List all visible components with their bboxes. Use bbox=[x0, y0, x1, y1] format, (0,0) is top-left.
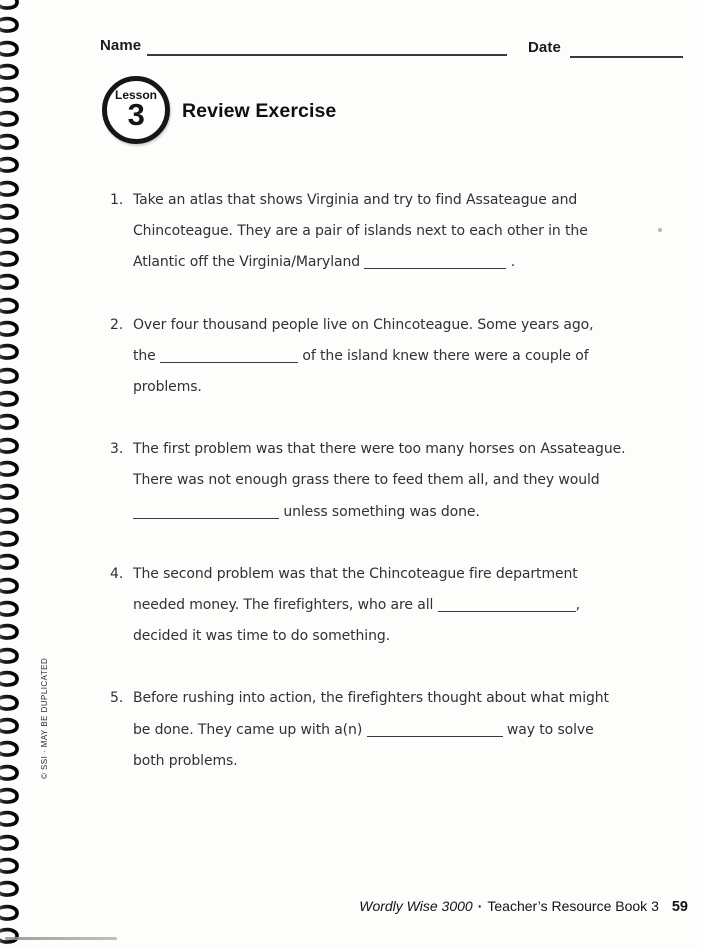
binding-coil bbox=[0, 343, 27, 361]
binding-coil bbox=[0, 647, 27, 665]
binding-coil bbox=[0, 577, 27, 595]
binding-coil bbox=[0, 250, 27, 268]
footer bbox=[359, 898, 688, 915]
question-line bbox=[133, 434, 670, 465]
footer-book-title: Wordly Wise 3000 bbox=[359, 898, 473, 914]
question-text: way to solve bbox=[502, 721, 594, 738]
question-line bbox=[133, 372, 670, 403]
name-fill-line bbox=[147, 54, 507, 56]
question-5 bbox=[110, 683, 670, 777]
binding-coil bbox=[0, 740, 27, 758]
fill-in-blank-line bbox=[160, 350, 298, 363]
footer-series-title: Teacher’s Resource Book 3 bbox=[487, 898, 659, 914]
question-text: The second problem was that the Chincoteague fire department bbox=[133, 565, 578, 582]
binding-coil bbox=[0, 857, 27, 875]
lesson-badge-number: 3 bbox=[127, 97, 145, 132]
binding-coil bbox=[0, 834, 27, 852]
question-text: Before rushing into action, the firefighters thought about what might bbox=[133, 690, 609, 707]
fill-in-blank-line bbox=[133, 506, 279, 519]
question-text: unless something was done. bbox=[279, 503, 480, 520]
binding-coil bbox=[0, 600, 27, 618]
question-number: 4. bbox=[110, 565, 124, 582]
binding-coil bbox=[0, 110, 27, 128]
binding-coil bbox=[0, 203, 27, 221]
questions bbox=[110, 185, 670, 808]
binding-coil bbox=[0, 623, 27, 641]
question-line bbox=[133, 683, 670, 714]
question-line bbox=[133, 590, 670, 621]
fill-in-blank-line bbox=[438, 599, 576, 612]
question-line bbox=[133, 185, 670, 216]
question-text: both problems. bbox=[133, 752, 238, 769]
question-line bbox=[133, 216, 670, 247]
binding-coil bbox=[0, 810, 27, 828]
binding-coil bbox=[0, 273, 27, 291]
footer-separator-dot: · bbox=[477, 898, 483, 914]
question-number: 5. bbox=[110, 690, 124, 707]
binding-coil bbox=[0, 787, 27, 805]
question-line bbox=[133, 310, 670, 341]
binding-coil bbox=[0, 694, 27, 712]
question-text: The first problem was that there were too many horses on Assateague. bbox=[133, 441, 626, 458]
question-text: of the island knew there were a couple of bbox=[298, 347, 589, 364]
binding-coil bbox=[0, 880, 27, 898]
question-text: be done. They came up with a(n) bbox=[133, 721, 367, 738]
binding-coil bbox=[0, 717, 27, 735]
question-text: Chincoteague. They are a pair of islands next to each other in the bbox=[133, 223, 588, 240]
binding-coil bbox=[0, 670, 27, 688]
lesson-badge bbox=[102, 76, 170, 144]
question-text: needed money. The firefighters, who are all bbox=[133, 597, 438, 614]
binding-coil bbox=[0, 297, 27, 315]
page-title: Review Exercise bbox=[182, 100, 337, 122]
binding-coil bbox=[0, 553, 27, 571]
question-number: 2. bbox=[110, 316, 124, 333]
question-text: problems. bbox=[133, 379, 202, 396]
lesson-badge-label: Lesson bbox=[114, 88, 157, 102]
question-number: 3. bbox=[110, 441, 124, 458]
binding-coil bbox=[0, 904, 27, 922]
binding-coil bbox=[0, 16, 27, 34]
binding-coil bbox=[0, 133, 27, 151]
page-number: 59 bbox=[671, 899, 688, 915]
question-text: the bbox=[133, 347, 161, 364]
question-text: . bbox=[506, 254, 516, 271]
binding-coil bbox=[0, 86, 27, 104]
binding-coil bbox=[0, 227, 27, 245]
question-2 bbox=[110, 310, 670, 404]
question-line bbox=[133, 715, 670, 746]
fill-in-blank-line bbox=[367, 724, 503, 737]
question-text: Atlantic off the Virginia/Maryland bbox=[133, 254, 365, 271]
question-line bbox=[133, 746, 670, 777]
binding-coil bbox=[0, 40, 27, 58]
question-number: 1. bbox=[110, 192, 124, 208]
copyright-sidebar: © SSI · MAY BE DUPLICATED bbox=[40, 657, 49, 779]
binding-coil bbox=[0, 156, 27, 174]
scan-speck bbox=[658, 228, 662, 232]
binding-coil bbox=[0, 530, 27, 548]
name-label: Name bbox=[100, 37, 142, 54]
binding-coil bbox=[0, 764, 27, 782]
binding-coil bbox=[0, 367, 27, 385]
question-line bbox=[133, 247, 670, 278]
question-text: , bbox=[575, 597, 581, 614]
question-line bbox=[133, 341, 670, 372]
fill-in-blank-line bbox=[364, 256, 506, 269]
question-line bbox=[133, 497, 670, 528]
date-label: Date bbox=[528, 39, 561, 56]
binding-coil bbox=[0, 63, 27, 81]
binding-coil bbox=[0, 927, 27, 945]
question-3 bbox=[110, 434, 670, 528]
binding-coil bbox=[0, 180, 27, 198]
binding-coil bbox=[0, 483, 27, 501]
question-line bbox=[133, 559, 670, 590]
binding-coil bbox=[0, 390, 27, 408]
page-edge-shadow bbox=[5, 937, 117, 940]
question-text: Over four thousand people live on Chincoteague. Some years ago, bbox=[133, 316, 594, 333]
question-line bbox=[133, 621, 670, 652]
binding-coil bbox=[0, 413, 27, 431]
spiral-binding bbox=[0, 0, 42, 948]
binding-coil bbox=[0, 0, 27, 11]
question-text: decided it was time to do something. bbox=[133, 628, 390, 645]
binding-coil bbox=[0, 507, 27, 525]
question-text: Take an atlas that shows Virginia and try to find Assateague and bbox=[133, 192, 578, 208]
question-text: There was not enough grass there to feed them all, and they would bbox=[133, 472, 600, 489]
binding-coil bbox=[0, 460, 27, 478]
question-line bbox=[133, 465, 670, 496]
binding-coil bbox=[0, 437, 27, 455]
date-fill-line bbox=[570, 56, 683, 58]
binding-coil bbox=[0, 320, 27, 338]
question-4 bbox=[110, 559, 670, 653]
question-1 bbox=[110, 185, 670, 279]
